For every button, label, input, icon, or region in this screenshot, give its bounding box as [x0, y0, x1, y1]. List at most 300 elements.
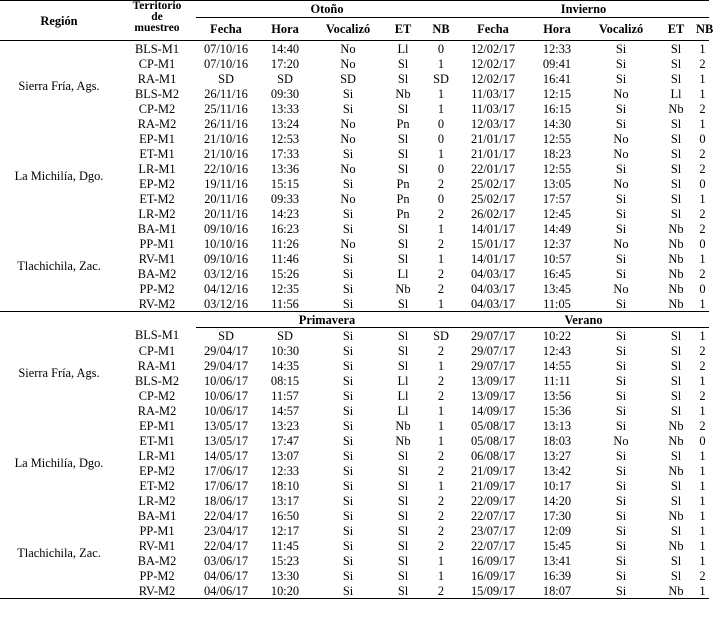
table-cell: 0	[699, 281, 706, 296]
table-cell: Si	[342, 373, 354, 388]
table-cell: CP-M1	[138, 56, 176, 71]
table-cell: 2	[699, 568, 706, 583]
col-et-2: ET	[656, 18, 696, 41]
table-cell: Sl	[397, 101, 409, 116]
table-cell: 2	[437, 373, 445, 388]
table-cell: LR-M2	[138, 206, 176, 221]
table-cell: 2	[699, 388, 706, 403]
table-header	[0, 0, 713, 41]
table-cell: Nb	[668, 296, 684, 311]
table-cell: 13:30	[270, 568, 300, 583]
table-cell: Si	[342, 568, 354, 583]
table-cell: Sl	[397, 553, 409, 568]
table-cell: 12/03/17	[470, 116, 516, 131]
table-cell: Nb	[668, 251, 684, 266]
table-cell: Nb	[395, 281, 411, 296]
table-cell: 12:55	[542, 131, 572, 146]
table-cell: 2	[437, 281, 445, 296]
table-cell: 1	[437, 56, 445, 71]
table-cell: 25/11/16	[204, 101, 248, 116]
table-cell: Sl	[397, 236, 409, 251]
table-cell: 05/08/17	[470, 418, 516, 433]
table-cell: Sl	[670, 358, 682, 373]
table-cell: Si	[615, 41, 627, 56]
table-cell: 12/02/17	[470, 56, 516, 71]
table-cell: 23/04/17	[203, 523, 249, 538]
table-cell: Si	[615, 101, 627, 116]
table-cell: 17/06/17	[203, 463, 249, 478]
table-cell: 10/06/17	[203, 388, 249, 403]
region-cell: Tlachichila, Zac.	[0, 508, 118, 599]
table-cell: Si	[342, 206, 354, 221]
table-cell: 13/05/17	[203, 418, 249, 433]
table-cell: RA-M2	[137, 403, 177, 418]
table-cell: 14/05/17	[203, 448, 249, 463]
table-cell: 1	[437, 418, 445, 433]
table-cell: 21/10/16	[203, 131, 249, 146]
table-cell: Sl	[397, 358, 409, 373]
table-cell: 1	[437, 478, 445, 493]
table-cell: Sl	[670, 56, 682, 71]
table-cell: 13:42	[542, 463, 572, 478]
col-nb-2: NB	[696, 18, 709, 41]
table-cell: Si	[615, 493, 627, 508]
table-cell: 13:36	[270, 161, 300, 176]
table-cell: Si	[342, 221, 354, 236]
table-cell: 22/01/17	[470, 161, 516, 176]
table-cell: Si	[342, 296, 354, 311]
table-cell: RA-M2	[137, 116, 177, 131]
table-cell: 1	[699, 523, 706, 538]
table-cell: EP-M1	[139, 418, 175, 433]
table-cell: Sl	[670, 131, 682, 146]
table-cell: 13:45	[542, 281, 572, 296]
table-cell: 2	[437, 236, 445, 251]
table-cell: 1	[437, 553, 445, 568]
table-cell: 23/07/17	[470, 523, 516, 538]
table-cell: Si	[615, 478, 627, 493]
table-cell: Si	[342, 448, 354, 463]
table-cell: 15/01/17	[470, 236, 516, 251]
table-cell: Si	[615, 251, 627, 266]
table-cell: SD	[218, 71, 234, 86]
table-cell: BA-M1	[137, 508, 177, 523]
table-cell: 15:45	[542, 538, 572, 553]
table-cell: Pn	[396, 206, 410, 221]
table-cell: Sl	[397, 448, 409, 463]
table-cell: 29/04/17	[203, 358, 249, 373]
table-cell: 0	[437, 191, 445, 206]
table-cell: 22/10/16	[203, 161, 249, 176]
table-cell: 16:15	[542, 101, 572, 116]
table-cell: Nb	[668, 508, 684, 523]
table-row	[0, 328, 709, 344]
table-cell: 07/10/16	[203, 56, 249, 71]
table-cell: Si	[342, 523, 354, 538]
table-cell: Sl	[397, 146, 409, 161]
table-cell: 29/04/17	[203, 343, 249, 358]
table-row	[0, 41, 709, 57]
table-cell: EP-M2	[139, 463, 175, 478]
table-cell: Si	[342, 328, 354, 343]
table-cell: 13:24	[270, 116, 300, 131]
table-cell: 22/07/17	[470, 538, 516, 553]
table-cell: No	[340, 131, 356, 146]
table-cell: 13/09/17	[470, 388, 516, 403]
table-cell: 1	[437, 568, 445, 583]
col-vocalizo-2: Vocalizó	[586, 18, 656, 41]
table-cell: 04/06/17	[196, 583, 256, 599]
table-cell: Sl	[670, 191, 682, 206]
col-nb-1: NB	[424, 18, 458, 41]
table-cell: 18:03	[542, 433, 572, 448]
table-cell: Si	[342, 508, 354, 523]
table-cell: CP-M2	[138, 388, 176, 403]
table-cell: 13:07	[270, 448, 300, 463]
table-cell: 2	[699, 56, 706, 71]
table-cell: 14:35	[270, 358, 300, 373]
table-cell: 18:07	[528, 583, 586, 599]
table-cell: 16:45	[542, 266, 572, 281]
table-cell: Si	[342, 433, 354, 448]
table-cell: 0	[699, 176, 706, 191]
table-cell: RV-M1	[138, 538, 176, 553]
table-cell: SD	[218, 328, 234, 343]
table-cell: 21/10/16	[203, 146, 249, 161]
table-row	[0, 418, 709, 433]
table-cell: Sl	[397, 161, 409, 176]
table-cell: 17:57	[542, 191, 572, 206]
table-cell: Nb	[668, 463, 684, 478]
table-cell: LR-M1	[138, 161, 176, 176]
table-cell: 13:41	[542, 553, 572, 568]
table-cell: No	[340, 41, 356, 56]
table-cell: 2	[699, 266, 706, 281]
table-cell: Ll	[670, 86, 682, 101]
table-cell: 03/06/17	[203, 553, 249, 568]
table-cell: 10:20	[256, 583, 314, 599]
table-cell: 2	[699, 418, 706, 433]
table-cell: SD	[277, 71, 293, 86]
table-cell: Pn	[396, 191, 410, 206]
table-cell: Si	[342, 251, 354, 266]
table-cell: 0	[437, 161, 445, 176]
table-cell: 09:30	[270, 86, 300, 101]
bottom-header-spacer	[0, 312, 118, 328]
table-cell: Si	[615, 448, 627, 463]
table-cell: Si	[615, 463, 627, 478]
table-cell: Sl	[670, 448, 682, 463]
table-cell: Si	[586, 583, 656, 599]
table-cell: SD	[433, 71, 449, 86]
table-cell: 14:55	[542, 358, 572, 373]
territory-header-line-2: de	[151, 11, 163, 23]
table-cell: SD	[340, 71, 356, 86]
table-cell: Sl	[397, 71, 409, 86]
table-cell: Nb	[668, 281, 684, 296]
table-cell: 10/06/17	[203, 373, 249, 388]
table-cell: Sl	[670, 553, 682, 568]
season-header-primavera: Primavera	[196, 312, 458, 328]
table-cell: 03/12/16	[203, 296, 249, 311]
table-cell: 2	[437, 388, 445, 403]
table-cell: 1	[699, 41, 706, 56]
table-cell: Sl	[397, 478, 409, 493]
table-cell: 12:17	[270, 523, 300, 538]
table-cell: 1	[696, 583, 709, 599]
table-cell: Nb	[395, 86, 411, 101]
table-cell: ET-M2	[139, 478, 175, 493]
table-cell: 04/06/17	[203, 568, 249, 583]
table-cell: 18:23	[542, 146, 572, 161]
table-cell: 04/03/17	[470, 296, 516, 311]
table-cell: Sl	[670, 493, 682, 508]
table-cell: RV-M2	[138, 296, 176, 311]
table-cell: Sl	[397, 251, 409, 266]
table-cell: Pn	[396, 176, 410, 191]
table-cell: 29/07/17	[470, 343, 516, 358]
table-cell: Si	[615, 388, 627, 403]
table-cell: 17:47	[270, 433, 300, 448]
table-cell: BA-M1	[137, 221, 177, 236]
table-cell: Si	[615, 71, 627, 86]
table-cell: Sl	[670, 41, 682, 56]
table-cell: 14:30	[542, 116, 572, 131]
table-cell: Si	[342, 478, 354, 493]
table-cell: 26/11/16	[204, 86, 248, 101]
table-cell: 2	[699, 101, 706, 116]
table-cell: 17:20	[270, 56, 300, 71]
table-cell: Sl	[397, 568, 409, 583]
table-cell: Sl	[670, 388, 682, 403]
table-cell: 2	[699, 206, 706, 221]
table-cell: Si	[342, 553, 354, 568]
table-cell: 04/12/16	[203, 281, 249, 296]
table-cell: Nb	[668, 101, 684, 116]
table-cell: 1	[699, 328, 706, 343]
table-cell: 1	[437, 296, 445, 311]
table-cell: BLS-M2	[134, 373, 180, 388]
table-cell: No	[613, 176, 629, 191]
table-cell: BLS-M1	[134, 41, 180, 56]
table-cell: 2	[699, 221, 706, 236]
table-cell: 16:39	[542, 568, 572, 583]
table-cell: ET-M2	[139, 191, 175, 206]
table-cell: Si	[342, 146, 354, 161]
table-cell: 09/10/16	[203, 221, 249, 236]
table-cell: 1	[699, 191, 706, 206]
table-cell: Si	[615, 266, 627, 281]
table-cell: 11/03/17	[471, 86, 515, 101]
table-cell: 13:05	[542, 176, 572, 191]
table-cell: 22/04/17	[203, 508, 249, 523]
table-cell: 11:26	[271, 236, 299, 251]
table-cell: PP-M2	[139, 568, 175, 583]
table-cell: 18/06/17	[203, 493, 249, 508]
table-cell: 1	[699, 251, 706, 266]
region-cell: La Michilía, Dgo.	[14, 456, 104, 470]
table-cell: 0	[437, 41, 445, 56]
table-cell: Si	[615, 418, 627, 433]
table-cell: 14:49	[542, 221, 572, 236]
table-cell: No	[340, 161, 356, 176]
table-cell: 17/06/17	[203, 478, 249, 493]
table-cell: 22/04/17	[203, 538, 249, 553]
table-cell: No	[340, 191, 356, 206]
table-cell: Si	[342, 176, 354, 191]
table-cell: Si	[342, 358, 354, 373]
col-fecha-1: Fecha	[196, 18, 256, 41]
table-cell: Si	[342, 463, 354, 478]
table-cell: RV-M2	[118, 583, 196, 599]
region-cell: Sierra Fría, Ags.	[18, 365, 100, 380]
table-cell: Nb	[668, 236, 684, 251]
table-cell: 12:55	[542, 161, 572, 176]
table-cell: 2	[437, 463, 445, 478]
table-cell: BA-M2	[137, 553, 177, 568]
season-header-invierno: Invierno	[458, 1, 709, 18]
table-cell: Si	[615, 523, 627, 538]
table-cell: 0	[699, 236, 706, 251]
table-cell: 15/09/17	[458, 583, 528, 599]
table-cell: Sl	[397, 463, 409, 478]
table-cell: BLS-M1	[134, 328, 180, 343]
table-cell: Nb	[668, 221, 684, 236]
table-cell: Ll	[397, 266, 409, 281]
table-cell: 14:40	[270, 41, 300, 56]
table-cell: 1	[699, 478, 706, 493]
table-cell: 1	[699, 508, 706, 523]
table-cell: 1	[699, 553, 706, 568]
table-cell: RA-M1	[137, 71, 177, 86]
table-cell: Si	[615, 553, 627, 568]
table-cell: 13:56	[542, 388, 572, 403]
top-section-body	[0, 41, 709, 312]
table-cell: No	[613, 236, 629, 251]
table-cell: 10:22	[542, 328, 572, 343]
table-cell: Nb	[395, 418, 411, 433]
table-cell: 11:57	[271, 388, 299, 403]
table-cell: 22/09/17	[470, 493, 516, 508]
table-cell: 09/10/16	[203, 251, 249, 266]
table-cell: Si	[342, 86, 354, 101]
season-header-otono: Otoño	[196, 1, 458, 18]
table-cell: Sl	[670, 373, 682, 388]
table-cell: 12:45	[542, 206, 572, 221]
table-cell: No	[613, 281, 629, 296]
table-cell: 1	[437, 86, 445, 101]
table-cell: 15:26	[270, 266, 300, 281]
table-cell: 15:15	[270, 176, 300, 191]
table-cell: 17:33	[270, 146, 300, 161]
table-cell: Si	[615, 373, 627, 388]
table-cell: 10/10/16	[203, 236, 249, 251]
table-cell: Si	[615, 206, 627, 221]
table-cell: Nb	[668, 266, 684, 281]
table-cell: Si	[615, 568, 627, 583]
table-cell: 12:37	[542, 236, 572, 251]
table-cell: No	[613, 86, 629, 101]
table-cell: 18:10	[270, 478, 300, 493]
table-cell: Nb	[668, 538, 684, 553]
table-cell: 1	[699, 86, 706, 101]
table-cell: 1	[437, 146, 445, 161]
table-cell: 1	[699, 116, 706, 131]
table-cell: Si	[342, 281, 354, 296]
season-header-verano: Verano	[458, 312, 709, 328]
table-cell: 1	[437, 251, 445, 266]
table-cell: Ll	[397, 41, 409, 56]
table-cell: 2	[437, 508, 445, 523]
table-cell: 12:33	[270, 463, 300, 478]
table-cell: 14/09/17	[470, 403, 516, 418]
table-cell: 06/08/17	[470, 448, 516, 463]
table-cell: 29/07/17	[470, 358, 516, 373]
table-cell: Nb	[656, 583, 696, 599]
table-cell: 17:30	[542, 508, 572, 523]
table-cell: 11:45	[271, 538, 299, 553]
table-cell: 15:23	[270, 553, 300, 568]
table-cell: Sl	[670, 568, 682, 583]
table-cell: 2	[437, 493, 445, 508]
table-cell: Sl	[397, 221, 409, 236]
table-cell: Si	[615, 358, 627, 373]
table-cell: 13:33	[270, 101, 300, 116]
table-cell: EP-M1	[139, 131, 175, 146]
table-cell: PP-M1	[139, 523, 175, 538]
table-cell: EP-M2	[139, 176, 175, 191]
table-cell: ET-M1	[139, 146, 175, 161]
table-cell: 2	[424, 583, 458, 599]
table-cell: 29/07/17	[470, 328, 516, 343]
table-cell: Si	[615, 343, 627, 358]
region-cell: Tlachichila, Zac.	[17, 259, 101, 273]
table-cell: 14:57	[270, 403, 300, 418]
table-cell: 21/09/17	[470, 478, 516, 493]
table-cell: Si	[615, 296, 627, 311]
table-cell: Sl	[670, 206, 682, 221]
table-cell: 21/01/17	[470, 131, 516, 146]
table-cell: 14/01/17	[470, 251, 516, 266]
table-cell: No	[340, 56, 356, 71]
table-cell: 12/02/17	[470, 71, 516, 86]
table-cell: 14:23	[270, 206, 300, 221]
table-cell: 04/03/17	[470, 266, 516, 281]
table-cell: 2	[437, 206, 445, 221]
table-cell: Pn	[396, 116, 410, 131]
table-cell: 09:33	[270, 191, 300, 206]
table-cell: 1	[437, 101, 445, 116]
territory-header-line-1: Territorio	[132, 0, 182, 12]
table-cell: Si	[615, 56, 627, 71]
territory-column-header	[118, 1, 196, 41]
table-cell: Sl	[670, 403, 682, 418]
table-cell: Sl	[670, 146, 682, 161]
table-cell: CP-M2	[138, 101, 176, 116]
bottom-section-body	[0, 328, 709, 599]
table-cell: 11/03/17	[471, 101, 515, 116]
table-cell: Si	[615, 508, 627, 523]
table-cell: 2	[699, 358, 706, 373]
table-cell: 25/02/17	[470, 176, 516, 191]
table-cell: 12:33	[542, 41, 572, 56]
region-column-header: Región	[0, 1, 118, 41]
table-cell: 21/01/17	[470, 146, 516, 161]
table-cell: 16/09/17	[470, 553, 516, 568]
table-cell: 09:41	[542, 56, 572, 71]
table-cell: 12:35	[270, 281, 300, 296]
table-cell: 2	[437, 266, 445, 281]
